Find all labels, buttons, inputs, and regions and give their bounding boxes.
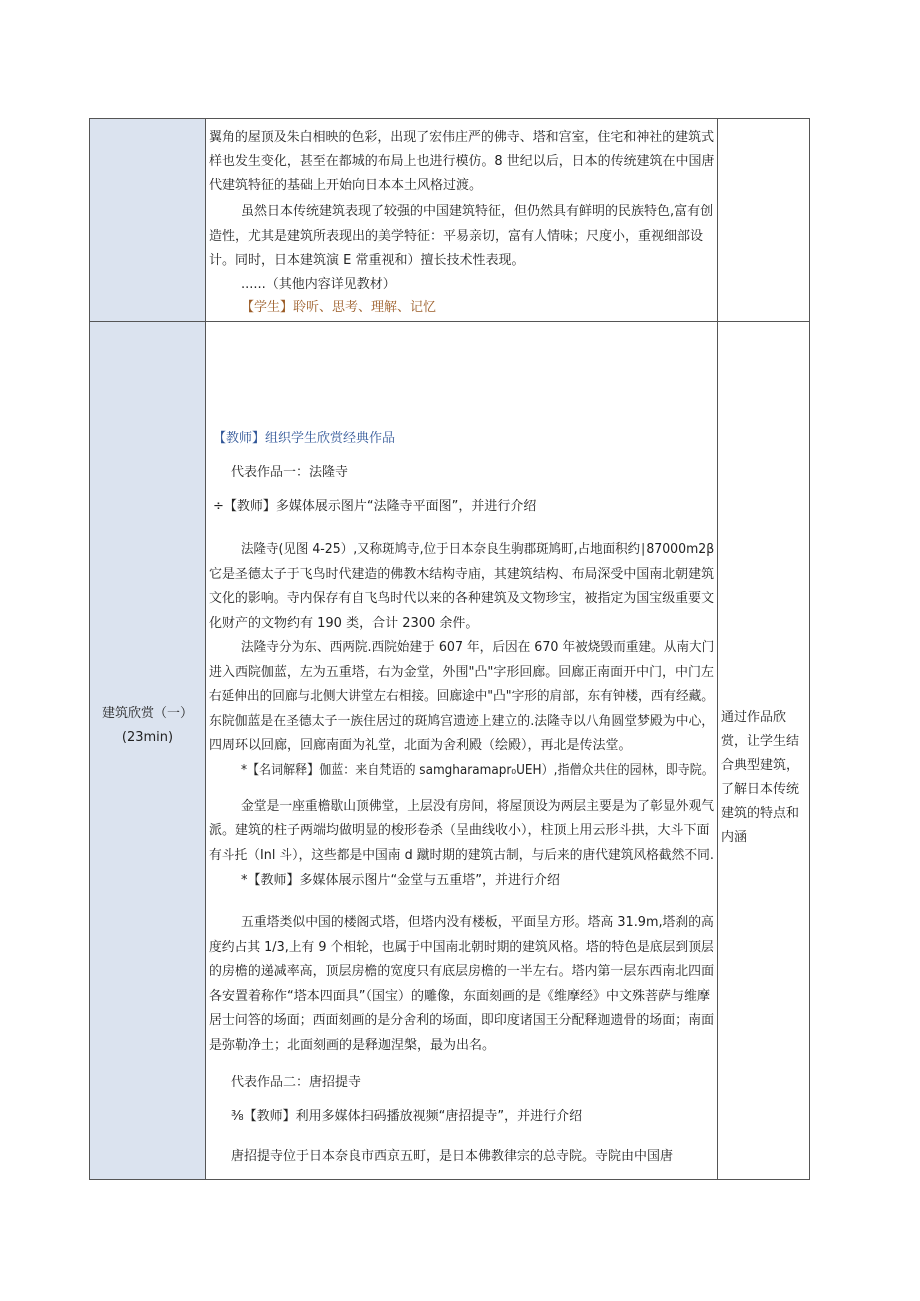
- row1-more-note: ......（其他内容详见教材）: [241, 277, 396, 292]
- lesson-table: [89, 118, 810, 1180]
- p1-line-2: 它是圣德太子于飞鸟时代建造的佛教木结构寺庙，其建筑结构、布局深受中国南北朝建筑: [209, 567, 715, 582]
- teacher-organize-label: 【教师】组织学生欣赏经典作品: [213, 431, 396, 446]
- p3-line-3: 有斗托（Inl 斗），这些都是中国南 d 蹴时期的建筑古制，与后来的唐代建筑风格截然不同.: [209, 848, 714, 863]
- row1-line-1: 翼角的屋顶及朱白相映的色彩，出现了宏伟庄严的佛寺、塔和宫室，住宅和神社的建筑式: [209, 130, 715, 145]
- row1-line-2: 样也发生变化，甚至在都城的布局上也进行模仿。8 世纪以后，日本的传统建筑在中国唐: [209, 154, 715, 169]
- p4-line-5: 居士问答的场面；西面刻画的是分舍利的场面，即印度诸国王分配释迦遗骨的场面；南面: [209, 1013, 715, 1028]
- p5-line-1: 唐招提寺位于日本奈良市西京五町，是日本佛教律宗的总寺院。寺院由中国唐: [231, 1149, 674, 1164]
- p4-line-4: 各安置着称作“塔本四面具”（国宝）的雕像，东面刻画的是《维摩经》中文殊菩萨与维摩: [209, 989, 710, 1004]
- row1-left-cell: [89, 118, 206, 322]
- work1-media-instruction: ÷【教师】多媒体展示图片“法隆寺平面图”，并进行介绍: [213, 499, 537, 514]
- row1-line-3: 代建筑特征的基础上开始向日本本土风格过渡。: [209, 178, 483, 193]
- section-duration: (23min): [121, 730, 174, 745]
- media2-instruction: *【教师】多媒体展示图片“金堂与五重塔”，并进行介绍: [241, 873, 560, 888]
- p2-line-4: 东院伽蓝是在圣德太子一族住居过的斑鸠宫遗迹上建立的.法隆寺以八角圆堂梦殿为中心，: [209, 714, 715, 729]
- teaching-purpose-note: 通过作品欣赏，让学生结合典型建筑，了解日本传统建筑的特点和内涵: [721, 710, 800, 845]
- row1-para2-line-2: 造性，尤其是建筑所表现出的美学特征：平易亲切，富有人情味；尺度小，重视细部设: [209, 229, 704, 244]
- p4-line-6: 是弥勒净土；北面刻画的是释迦涅槃，最为出名。: [209, 1038, 496, 1053]
- p1-line-3: 文化的影响。寺内保存有自飞鸟时代以来的各种建筑及文物珍宝，被指定为国宝级重要文: [209, 591, 715, 606]
- term-explanation: *【名词解释】伽蓝：来自梵语的 samgharamapr₀UEH）,指僧众共住的园林，即寺院。: [241, 763, 714, 778]
- work2-media-instruction: ⅜【教师】利用多媒体扫码播放视频“唐招提寺”，并进行介绍: [231, 1109, 583, 1124]
- p2-line-2: 进入西院伽蓝，左为五重塔，右为金堂，外围"凸"字形回廊。回廊正南面开中门，中门左: [209, 665, 714, 680]
- student-activity-label: 【学生】聆听、思考、理解、记忆: [241, 300, 437, 315]
- row1-para2-line-3: 计。同时，日本建筑演 E 常重视和）擅长技术性表现。: [209, 253, 525, 268]
- p2-line-1: 法隆寺分为东、西两院.西院始建于 607 年，后因在 670 年被烧毁而重建。从南大门: [241, 640, 715, 655]
- row1-para2-line-1: 虽然日本传统建筑表现了较强的中国建筑特征，但仍然具有鲜明的民族特色,富有创: [241, 204, 714, 219]
- p4-line-3: 的房檐的递减率高，顶层房檐的宽度只有底层房檐的一半左右。塔内第一层东西南北四面: [209, 964, 715, 979]
- p2-line-5: 四周环以回廊，回廊南面为礼堂，北面为舍利殿（绘殿），再北是传法堂。: [209, 738, 632, 753]
- p1-line-1: 法隆寺(见图 4-25）,又称斑鸠寺,位于日本奈良生驹郡斑鸠町,占地面积约∣87000m2β: [241, 542, 715, 557]
- p2-line-3: 右延伸出的回廊与北侧大讲堂左右相接。回廊途中"凸"字形的肩部，东有钟楼，西有经藏。: [209, 689, 714, 704]
- row1-right-cell: [717, 118, 810, 322]
- p1-line-4: 化财产的文物约有 190 类，合计 2300 余件。: [209, 616, 479, 631]
- p4-line-1: 五重塔类似中国的楼阁式塔，但塔内没有楼板，平面呈方形。塔高 31.9m,塔刹的高: [241, 915, 714, 930]
- p4-line-2: 度约占其 1/3,上有 9 个相轮，也属于中国南北朝时期的建筑风格。塔的特色是底层到顶层: [209, 940, 714, 955]
- work1-title: 代表作品一：法隆寺: [231, 465, 349, 480]
- p3-line-1: 金堂是一座重檐歇山顶佛堂，上层没有房间，将屋顶设为两层主要是为了彰显外观气: [241, 799, 715, 814]
- row2-left-cell: [89, 321, 206, 1180]
- section-title: 建筑欣赏（一）: [101, 706, 193, 721]
- p3-line-2: 派。建筑的柱子两端均做明显的梭形卷杀（呈曲线收小），柱顶上用云形斗拱，大斗下面: [209, 823, 710, 838]
- work2-title: 代表作品二：唐招提寺: [231, 1075, 362, 1090]
